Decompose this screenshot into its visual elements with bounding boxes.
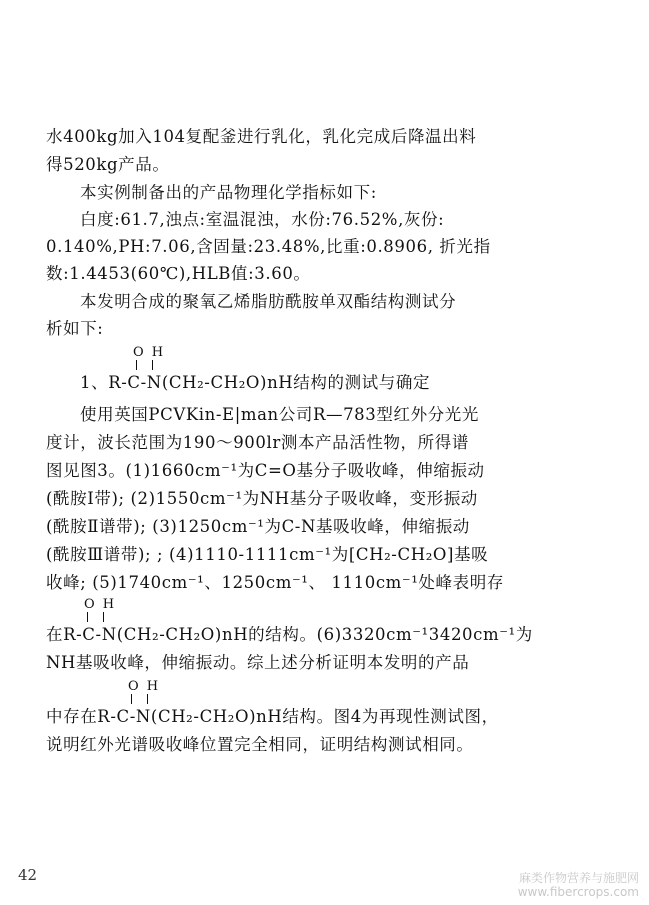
formula-superscript: O H bbox=[128, 679, 161, 694]
text-line: 本发明合成的聚氧乙烯脂肪酰胺单双酯结构测试分 bbox=[80, 292, 457, 311]
watermark-site-url: www.fibercrops.com bbox=[517, 885, 639, 899]
text-line: 白度:61.7,浊点:室温混浊，水份:76.52%,灰份: bbox=[80, 210, 445, 229]
text-line: 本实例制备出的产品物理化学指标如下: bbox=[80, 183, 377, 202]
text-line: 数:1.4453(60℃),HLB值:3.60。 bbox=[46, 264, 311, 283]
text-line: 度计，波长范围为190～900lr测本产品活性物，所得谱 bbox=[46, 433, 469, 452]
double-bond-mark bbox=[131, 694, 132, 704]
text-line: (酰胺Ⅱ谱带); (3)1250cm⁻¹为C-N基吸收峰，伸缩振动 bbox=[46, 517, 470, 536]
text-line: 说明红外光谱吸收峰位置完全相同，证明结构测试相同。 bbox=[46, 735, 474, 754]
text-line: 水400kg加入104复配釜进行乳化，乳化完成后降温出料 bbox=[46, 127, 477, 146]
text-line: 得520kg产品。 bbox=[46, 155, 170, 174]
single-bond-mark bbox=[147, 694, 148, 704]
text-line: 中存在R-C-N(CH₂-CH₂O)nH结构。图4为再现性测试图， bbox=[46, 707, 499, 726]
text-line: 0.140%,PH:7.06,含固量:23.48%,比重:0.8906, 折光指 bbox=[46, 237, 491, 256]
double-bond-mark bbox=[136, 360, 137, 370]
text-line: (酰胺Ⅲ谱带); ; (4)1110-1111cm⁻¹为[CH₂-CH₂O]基吸 bbox=[46, 545, 489, 564]
formula-superscript: O H bbox=[84, 597, 117, 612]
text-line: 图见图3。(1)1660cm⁻¹为C=O基分子吸收峰，伸缩振动 bbox=[46, 461, 485, 480]
site-watermark bbox=[518, 871, 639, 899]
formula-superscript: O H bbox=[133, 345, 166, 360]
text-line: 析如下: bbox=[46, 319, 104, 338]
watermark-site-name: 麻类作物营养与施肥网 bbox=[518, 871, 639, 885]
section-heading: 1、R-C-N(CH₂-CH₂O)nH结构的测试与确定 bbox=[80, 373, 431, 392]
text-line: 使用英国PCVKin-E|man公司R—783型红外分光光 bbox=[80, 405, 479, 424]
text-line: (酰胺I带); (2)1550cm⁻¹为NH基分子吸收峰，变形振动 bbox=[46, 489, 478, 508]
page-number: 42 bbox=[18, 866, 38, 884]
single-bond-mark bbox=[152, 360, 153, 370]
text-line: NH基吸收峰，伸缩振动。综上述分析证明本发明的产品 bbox=[46, 653, 470, 672]
double-bond-mark bbox=[87, 612, 88, 622]
text-line: 收峰; (5)1740cm⁻¹、1250cm⁻¹、 1110cm⁻¹处峰表明存 bbox=[46, 573, 504, 592]
text-line: 在R-C-N(CH₂-CH₂O)nH的结构。(6)3320cm⁻¹3420cm⁻¹为 bbox=[46, 625, 533, 644]
single-bond-mark bbox=[103, 612, 104, 622]
